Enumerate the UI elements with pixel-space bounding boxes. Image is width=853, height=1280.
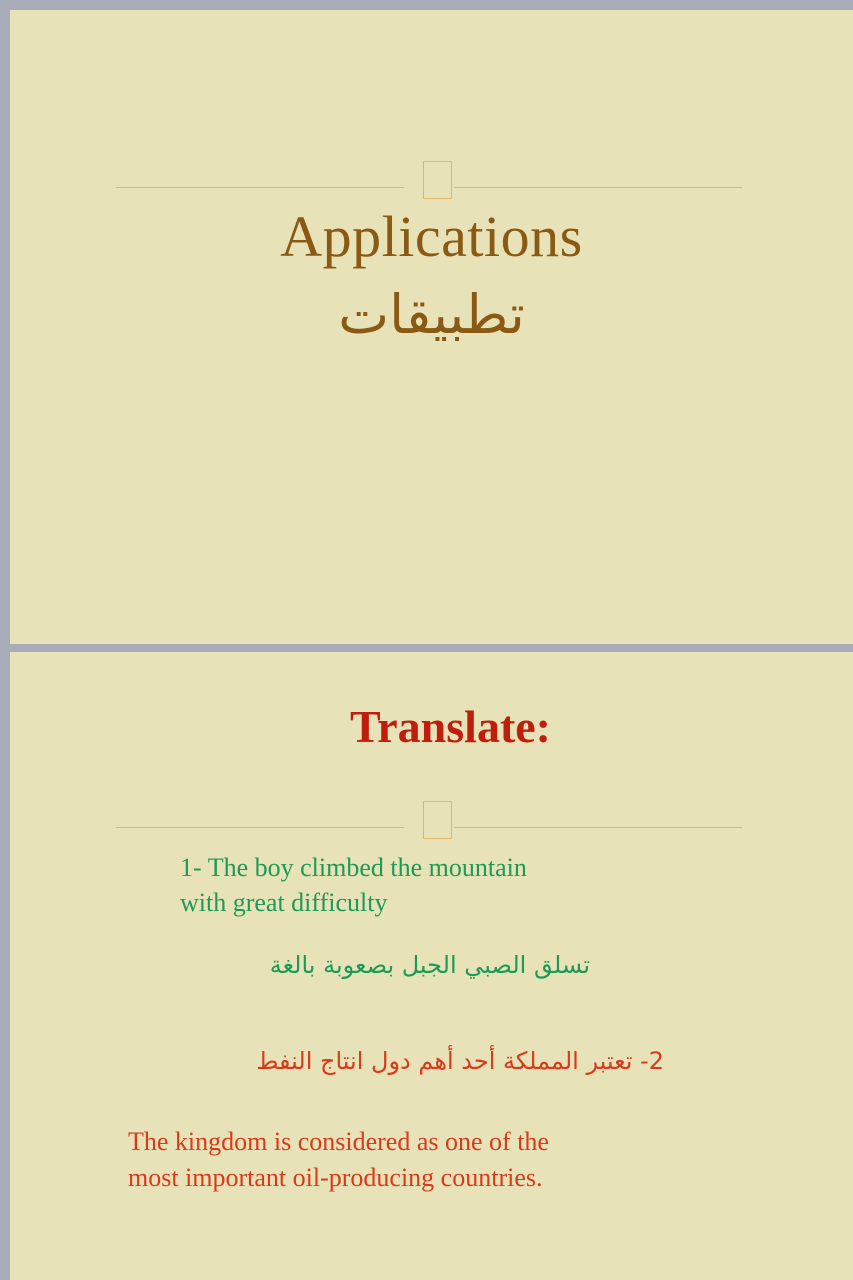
- divider-line-left: [116, 827, 404, 828]
- slide-heading: Translate:: [350, 701, 552, 752]
- slide-title-english: Applications: [280, 204, 583, 269]
- divider-ornament: [423, 161, 452, 199]
- slide-translate: [10, 652, 853, 1280]
- divider-ornament: [423, 801, 452, 839]
- example2-english-line2: most important oil-producing countries.: [128, 1163, 543, 1192]
- example2-arabic-sentence: 2- تعتبر المملكة أحد أهم دول انتاج النفط: [256, 1047, 664, 1075]
- example2-english-line1: The kingdom is considered as one of the: [128, 1127, 549, 1156]
- divider-line-left: [116, 187, 404, 188]
- example1-english-line2: with great difficulty: [180, 888, 388, 917]
- slide-title-arabic: تطبيقات: [338, 283, 525, 346]
- slide-applications: [10, 10, 853, 644]
- example1-arabic-translation: تسلق الصبي الجبل بصعوبة بالغة: [269, 951, 590, 979]
- example1-english-line1: 1- The boy climbed the mountain: [180, 853, 527, 882]
- divider-line-right: [454, 827, 742, 828]
- divider-line-right: [454, 187, 742, 188]
